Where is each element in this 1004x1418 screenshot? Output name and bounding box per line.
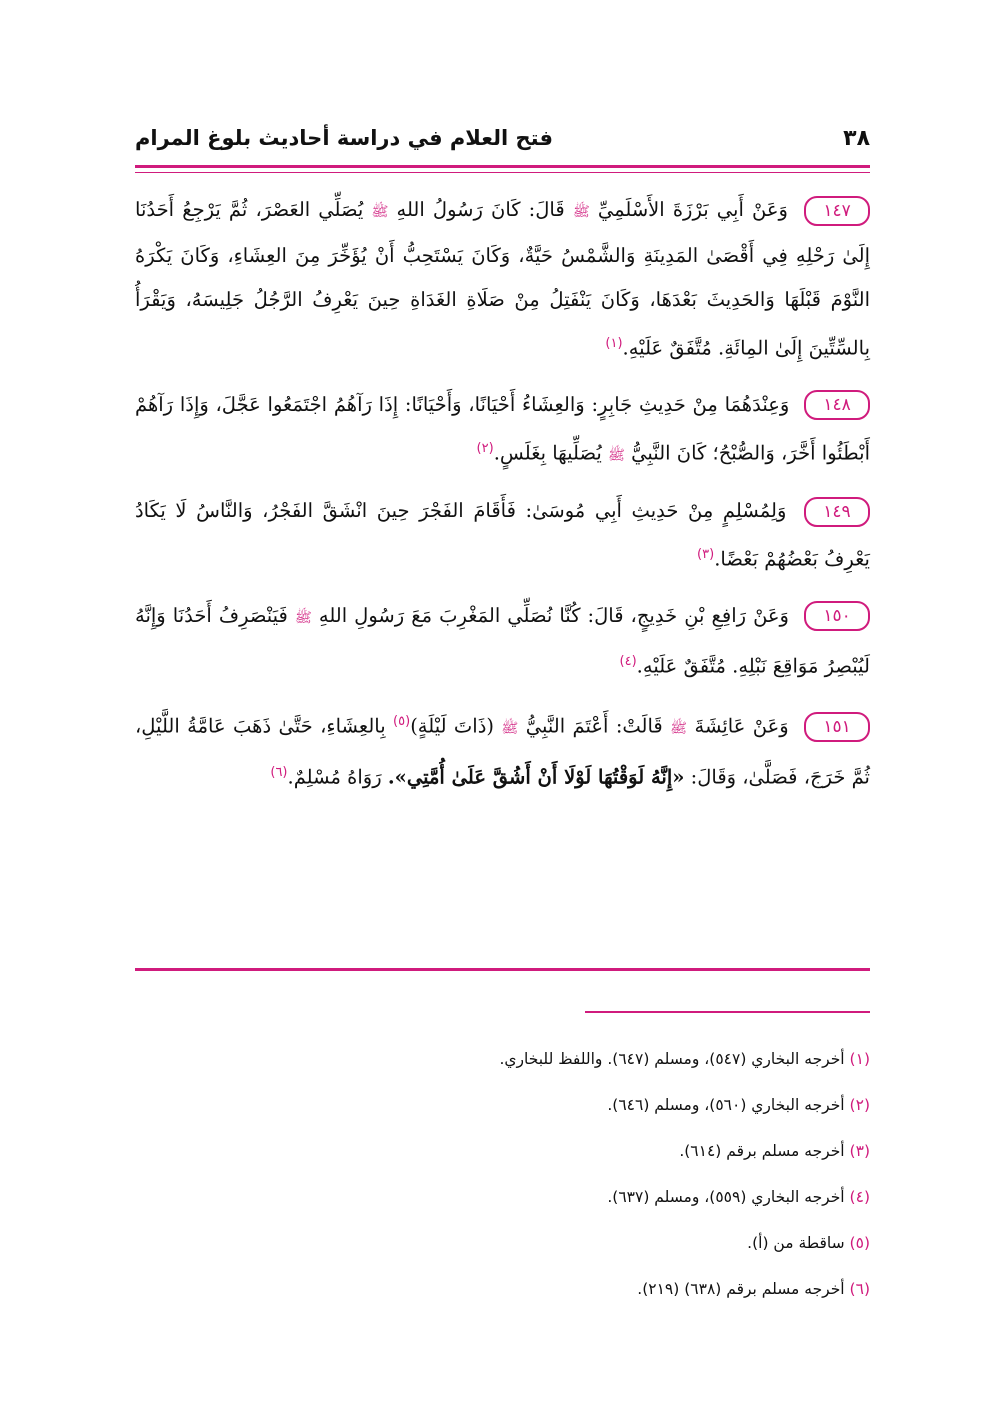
footnote-text: ساقطة من (أ).	[747, 1234, 845, 1252]
footnote-ref: (٢)	[476, 440, 494, 456]
hadith-text: رَوَاهُ مُسْلِمٌ.	[287, 765, 382, 788]
honorific-icon: ﷺ	[608, 447, 625, 463]
footnote-text: أخرجه مسلم برقم (٦٣٨) (٢١٩).	[637, 1280, 845, 1298]
footnote-separator	[585, 1011, 870, 1013]
hadith-text: فَيَنْصَرِفُ أَحَدُنَا وَإِنَّهُ لَيُبْصِرُ مَوَاقِعَ نَبْلِهِ. مُتَّفَقٌ عَلَيْهِ.	[135, 603, 870, 677]
footnote-ref: (٦)	[270, 764, 288, 780]
footnote-number: (١)	[849, 1050, 870, 1068]
footnote-ref: (٤)	[619, 653, 637, 669]
footnote-number: (٥)	[849, 1234, 870, 1252]
header-rule-thin	[135, 172, 870, 173]
footnote-number: (٤)	[849, 1188, 870, 1206]
footnote-ref: (٥)	[393, 714, 411, 729]
hadith-number-badge: ١٥١	[804, 712, 870, 742]
hadith-number-badge: ١٤٨	[804, 390, 870, 420]
page-header	[135, 118, 870, 158]
footnote-item	[135, 1128, 870, 1174]
hadith-text: يُصَلِّي العَصْرَ، ثُمَّ يَرْجِعُ أَحَدُنَا إِلَىٰ رَحْلِهِ فِي أَقْصَىٰ المَدِينَةِ وَالشَّمْسُ حَيَّةٌ، وَكَانَ يَسْتَحِبُّ أَنْ يُؤَخِّرَ مِنَ العِشَاءِ، وَكَانَ يَكْرَهُ النَّوْمَ قَبْلَهَا وَالحَدِيثَ بَعْدَهَا، وَكَانَ يَنْفَتِلُ مِنْ صَلَاةِ الغَدَاةِ حِينَ يَعْرِفُ الرَّجُلُ جَلِيسَهُ، وَيَقْرَأُ بِالسِّتِّينَ إِلَىٰ المِائَةِ. مُتَّفَقٌ عَلَيْهِ.	[135, 198, 870, 360]
hadith-content	[135, 188, 870, 811]
header-rule-thick	[135, 165, 870, 168]
footnote-text: أخرجه البخاري (٥٥٩)، ومسلم (٦٣٧).	[607, 1188, 845, 1206]
footnote-ref: (١)	[605, 336, 623, 351]
honorific-icon: ﷺ	[371, 204, 389, 220]
honorific-icon: ﷺ	[670, 720, 688, 737]
hadith-number-badge: ١٥٠	[804, 601, 870, 631]
footnotes	[135, 1036, 870, 1312]
honorific-icon: ﷺ	[572, 204, 590, 220]
content-bottom-rule	[135, 968, 870, 971]
hadith-text: وَعَنْ أَبِي بَرْزَةَ الأَسْلَمِيِّ	[597, 198, 788, 221]
hadith-text: وَعَنْ رَافِعِ بْنِ خَدِيجٍ، قَالَ: كُنَّا نُصَلِّي المَغْرِبَ مَعَ رَسُولِ اللهِ	[318, 603, 789, 627]
hadith-text: وَعِنْدَهُمَا مِنْ حَدِيثِ جَابِرٍ: وَالعِشَاءُ أَحْيَانًا، وَأَحْيَانًا: إِذَا رَآهُمُ اجْتَمَعُوا عَجَّلَ، وَإِذَا رَآهُمْ أَبْطَئُوا أَخَّرَ، وَالصُّبْحُ؛ كَانَ النَّبِيُّ	[135, 392, 870, 464]
footnote-number: (٢)	[849, 1096, 870, 1114]
hadith-147	[135, 188, 870, 371]
footnote-number: (٣)	[849, 1142, 870, 1160]
hadith-151	[135, 700, 870, 799]
hadith-number-badge: ١٤٩	[804, 497, 870, 527]
footnote-text: أخرجه البخاري (٥٦٠)، ومسلم (٦٤٦).	[607, 1096, 845, 1114]
hadith-149	[135, 489, 870, 582]
footnote-item	[135, 1036, 870, 1082]
hadith-text: قَالَتْ: أَعْتَمَ النَّبِيُّ	[525, 714, 663, 738]
hadith-text: يُصَلِّيهَا بِغَلَسٍ.	[493, 441, 602, 464]
book-title: فتح العلام في دراسة أحاديث بلوغ المرام	[135, 126, 553, 150]
prophetic-quote: «إِنَّهُ لَوَقْتُهَا لَوْلَا أَنْ أَشُقَّ عَلَىٰ أُمَّتِي».	[387, 765, 685, 788]
hadith-150	[135, 594, 870, 689]
footnote-item	[135, 1266, 870, 1312]
footnote-item	[135, 1082, 870, 1128]
footnote-item	[135, 1174, 870, 1220]
footnote-number: (٦)	[849, 1280, 870, 1298]
hadith-148	[135, 383, 870, 478]
honorific-icon: ﷺ	[294, 609, 312, 626]
footnote-text: أخرجه مسلم برقم (٦١٤).	[679, 1142, 845, 1160]
hadith-text: وَلِمُسْلِمٍ مِنْ حَدِيثِ أَبِي مُوسَىٰ: فَأَقَامَ الفَجْرَ حِينَ انْشَقَّ الفَجْرُ، وَالنَّاسُ لَا يَكَادُ يَعْرِفُ بَعْضُهُمْ بَعْضًا.	[135, 499, 870, 571]
footnote-item	[135, 1220, 870, 1266]
footnote-text: أخرجه البخاري (٥٤٧)، ومسلم (٦٤٧). واللفظ للبخاري.	[499, 1050, 845, 1068]
page-number: ٣٨	[843, 125, 870, 151]
footnote-ref: (٣)	[697, 547, 715, 562]
hadith-text: قَالَ: كَانَ رَسُولُ اللهِ	[396, 198, 565, 221]
hadith-text: (ذَاتَ لَيْلَةٍ)	[410, 714, 494, 738]
hadith-text: وَعَنْ عَائِشَةَ	[694, 714, 789, 738]
hadith-number-badge: ١٤٧	[804, 196, 870, 226]
honorific-icon: ﷺ	[501, 720, 519, 737]
hadith-text: بِالعِشَاءِ، حَتَّىٰ ذَهَبَ عَامَّةُ اللَّيْلِ، ثُمَّ خَرَجَ، فَصَلَّىٰ، وَقَالَ:	[135, 714, 870, 788]
